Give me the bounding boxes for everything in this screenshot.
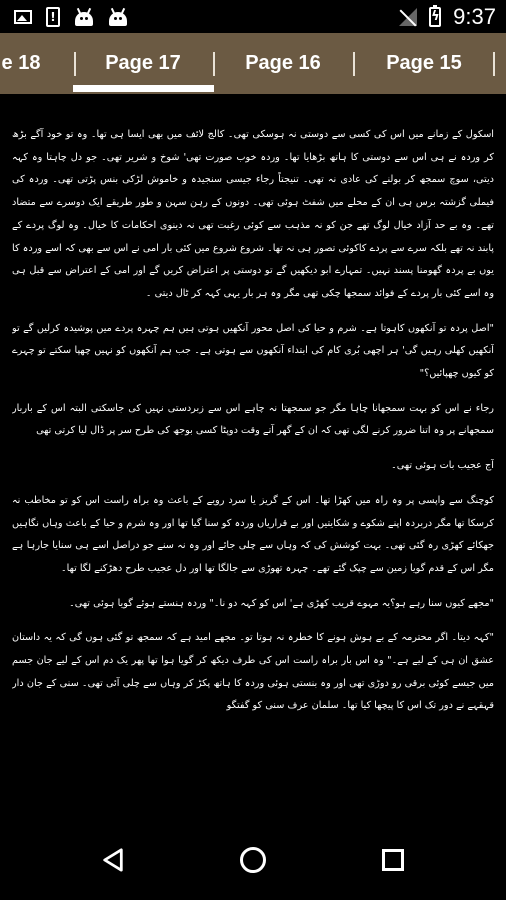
paragraph: کوچنگ سے واپسی پر وہ راہ میں کھڑا تھا۔ اس کے گریز یا سرد رویے کے باعث وہ براہ راست اس کو تو مخاطب نہ کرسکا تھا مگر دربردہ اپنے شکوے و شکایتیں اور بے قراریاں وردہ کو سنا گیا تھا اور وہ شرم و حیا کے باعث وہاں نگاہیں جھکائے کھڑی رہ گئی تھی۔ بہت کوشش کی کہ وہاں سے چلی جائے اور وہ نہ سنے جو دراصل اسے ہی سنایا جارہا ہے مگر اس کے قدم گویا زمین سے چپک گئے تھے۔ چہرہ تھوڑی سے جالگا تھا اور دل عجیب طرح دھڑکنے لگا تھا۔: [12, 494, 494, 574]
back-button[interactable]: [43, 820, 183, 900]
tab-divider: [353, 52, 355, 76]
tab-page-16[interactable]: Page 16: [245, 52, 321, 74]
android-icon: [108, 8, 128, 26]
tab-divider: [493, 52, 495, 76]
navigation-bar: [0, 820, 506, 900]
home-button[interactable]: [183, 820, 323, 900]
tab-page-18[interactable]: e 18: [1, 52, 41, 74]
recents-icon: [382, 849, 404, 871]
tab-divider: [213, 52, 215, 76]
active-tab-indicator: [73, 85, 214, 92]
paragraph: اسکول کے زمانے میں اس کی کسی سے دوستی نہ ہوسکی تھی۔ کالج لائف میں بھی ایسا ہی تھا۔ وہ تو خود آگے بڑھ کر وردہ نے ہی اس سے دوستی کا ہاتھ بڑھایا تھا۔ وردہ خوب صورت تھی' شوخ و شریر تھی۔ جو دل چاہتا وہ کہہ دیتی، سوچ سمجھ کر بولنے کی عادی نہ تھی۔ تنیجتاً رجاء جیسی سنجیدہ و خاموش لڑکی بنس پڑتی تھی۔ وردہ کی فیملی گزشتہ برس ہی ان کے محلے میں شفٹ ہوئی تھی۔ دونوں کے رہن سہن و طور طریقے ایک دوسرے سے متضاد تھے۔ وہ بے حد آزاد خیال لوگ تھے جن کو نہ مذہب سے کوئی رغبت تھی نہ دینوی احکامات کا خیال۔ وہ لوگ پردے کے پابند نہ تھے بلکہ سرے سے پردے کاکوئی تصور ہی نہ تھا۔ شروع شروع میں کئی بار امی نے اس سے بھی کہ اسے وردہ کا یوں بے پردہ گھومنا پسند نہیں۔ تمہارے ابو دیکھیں گے تو دوستی پر اعتراض کریں گے اور امی کے اعتراض سے قبل ہی وہ اسے کئی بار پردے کے فوائد سمجھا چکی تھی مگر وہ ہر بار یہی کہہ کر ٹال دیتی ۔: [12, 129, 494, 299]
paragraph: "مجھے کیوں سنا رہے ہو؟یہ مہوے قریب کھڑی ہے' اس کو کہہ دو نا۔" وردہ ہنستے ہوئے گویا ہوئی تھی۔: [69, 597, 494, 609]
tab-page-17[interactable]: Page 17: [105, 52, 181, 74]
no-signal-icon: [399, 8, 417, 26]
status-bar: [0, 0, 506, 33]
paragraph: "اصل پردہ تو آنکھوں کاہوتا ہے۔ شرم و حیا کی اصل محور آنکھیں ہوتی ہیں ہم چہرہ پردے میں پوشیدہ کرلیں گے تو آنکھیں کھلی رہیں گی' ہر اچھی بُری کام کی ابتداء آنکھوں سے ہوتی ہے۔ جب ہم آنکھوں کو نہیں چھپا سکتے تو چہرے کو کیوں چھپائیں؟": [12, 322, 494, 380]
tab-page-15[interactable]: Page 15: [386, 52, 462, 74]
alert-icon: !: [46, 7, 60, 27]
recents-button[interactable]: [323, 820, 463, 900]
page-tab-bar: [0, 33, 506, 94]
android-icon: [74, 8, 94, 26]
image-icon: [14, 10, 32, 24]
paragraph: رجاء نے اس کو بہت سمجھانا چاہا مگر جو سمجھتا نہ چاہے اس سے زبردستی نہیں کی جاسکتی البتہ اس کے باربار سمجھانے پر وہ اتنا ضرور کرنے لگی تھی کہ ان کے گھر آتے وقت دوپٹا کسی بوجھ کی طرح سر پر ڈال لیا کرتی تھی: [12, 402, 494, 437]
tab-divider: [74, 52, 76, 76]
battery-charging-icon: ϟ: [429, 7, 441, 27]
paragraph: "کہہ دیتا۔ اگر محترمہ کے بے ہوش ہونے کا خطرہ نہ ہوتا تو۔ مجھے امید ہے کہ سمجھ تو گئی ہوں گی کہ یہ داستان عشق ان ہی کے لیے ہے۔" وہ اس بار براہ راست اس کی طرف دیکھ کر گویا ہوا تھا پھر یک دم اس کے لیے جان جسم میں جیسے کوئی برقی رو دوڑی تھی اور وہ بنستی ہوئی وردہ کا ہاتھ پکڑ کر وہاں سے چلی آئی تھی۔ سنی کے جان دار قہقہے نے دور تک اس کا پیچھا کیا تھا۔ سلمان عرف سنی کو گفتگو: [12, 632, 494, 712]
page-content: [12, 124, 494, 800]
back-icon: [102, 848, 124, 872]
paragraph: آج عجیب بات ہوئی تھی۔: [391, 460, 494, 472]
home-icon: [240, 847, 266, 873]
status-clock: 9:37: [453, 3, 496, 29]
